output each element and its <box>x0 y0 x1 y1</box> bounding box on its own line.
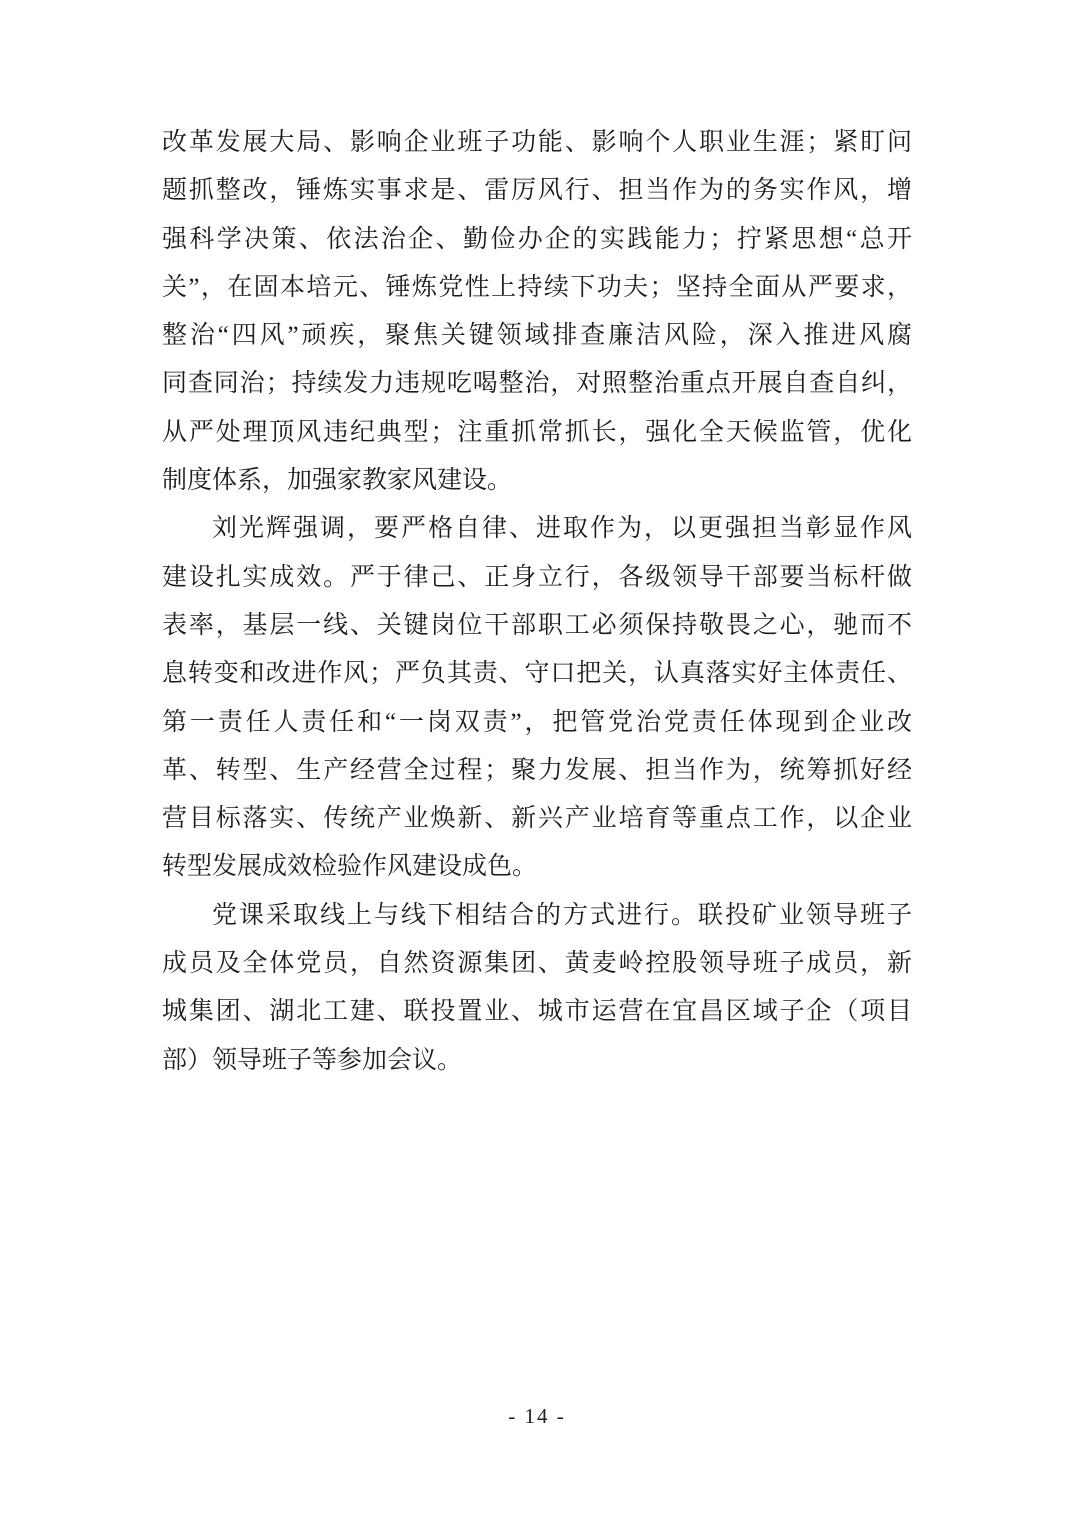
text-line: 同查同治；持续发力违规吃喝整治，对照整治重点开展自查自纠， <box>162 370 912 398</box>
text-line: 城集团、湖北工建、联投置业、城市运营在宜昌区域子企（项目 <box>162 998 912 1026</box>
text-line: 第一责任人责任和“一岗双责”，把管党治党责任体现到企业改 <box>162 708 912 736</box>
text-line: 营目标落实、传统产业焕新、新兴产业培育等重点工作，以企业 <box>162 805 912 833</box>
text-line: 刘光辉强调，要严格自律、进取作为，以更强担当彰显作风 <box>212 515 912 543</box>
text-line: 建设扎实成效。严于律己、正身立行，各级领导干部要当标杆做 <box>162 563 912 591</box>
text-line: 关”，在固本培元、锤炼党性上持续下功夫；坚持全面从严要求， <box>162 273 912 301</box>
text-line: 题抓整改，锤炼实事求是、雷厉风行、担当作为的务实作风，增 <box>162 177 912 205</box>
page-footer <box>0 1404 1074 1429</box>
text-line: 改革发展大局、影响企业班子功能、影响个人职业生涯；紧盯问 <box>162 129 912 156</box>
text-line: 转型发展成效检验作风建设成色。 <box>162 853 538 881</box>
text-line: 部）领导班子等参加会议。 <box>162 1046 463 1074</box>
text-line: 强科学决策、依法治企、勤俭办企的实践能力；拧紧思想“总开 <box>162 225 912 253</box>
text-line: 制度体系，加强家教家风建设。 <box>162 467 513 495</box>
text-line: 党课采取线上与线下相结合的方式进行。联投矿业领导班子 <box>212 901 912 929</box>
text-line: 整治“四风”顽疾，聚焦关键领域排查廉洁风险，深入推进风腐 <box>162 322 912 350</box>
text-line: 表率，基层一线、关键岗位干部职工必须保持敬畏之心，驰而不 <box>162 611 912 639</box>
page-number: - 14 - <box>508 1404 566 1428</box>
paragraph <box>162 505 912 891</box>
text-line: 息转变和改进作风；严负其责、守口把关，认真落实好主体责任、 <box>162 660 912 688</box>
text-line: 革、转型、生产经营全过程；聚力发展、担当作为，统筹抓好经 <box>162 756 912 784</box>
paragraph <box>162 892 912 1085</box>
text-line: 成员及全体党员，自然资源集团、黄麦岭控股领导班子成员，新 <box>162 950 912 978</box>
document-body <box>162 119 912 1085</box>
text-line: 从严处理顶风违纪典型；注重抓常抓长，强化全天候监管，优化 <box>162 418 912 446</box>
paragraph <box>162 119 912 505</box>
